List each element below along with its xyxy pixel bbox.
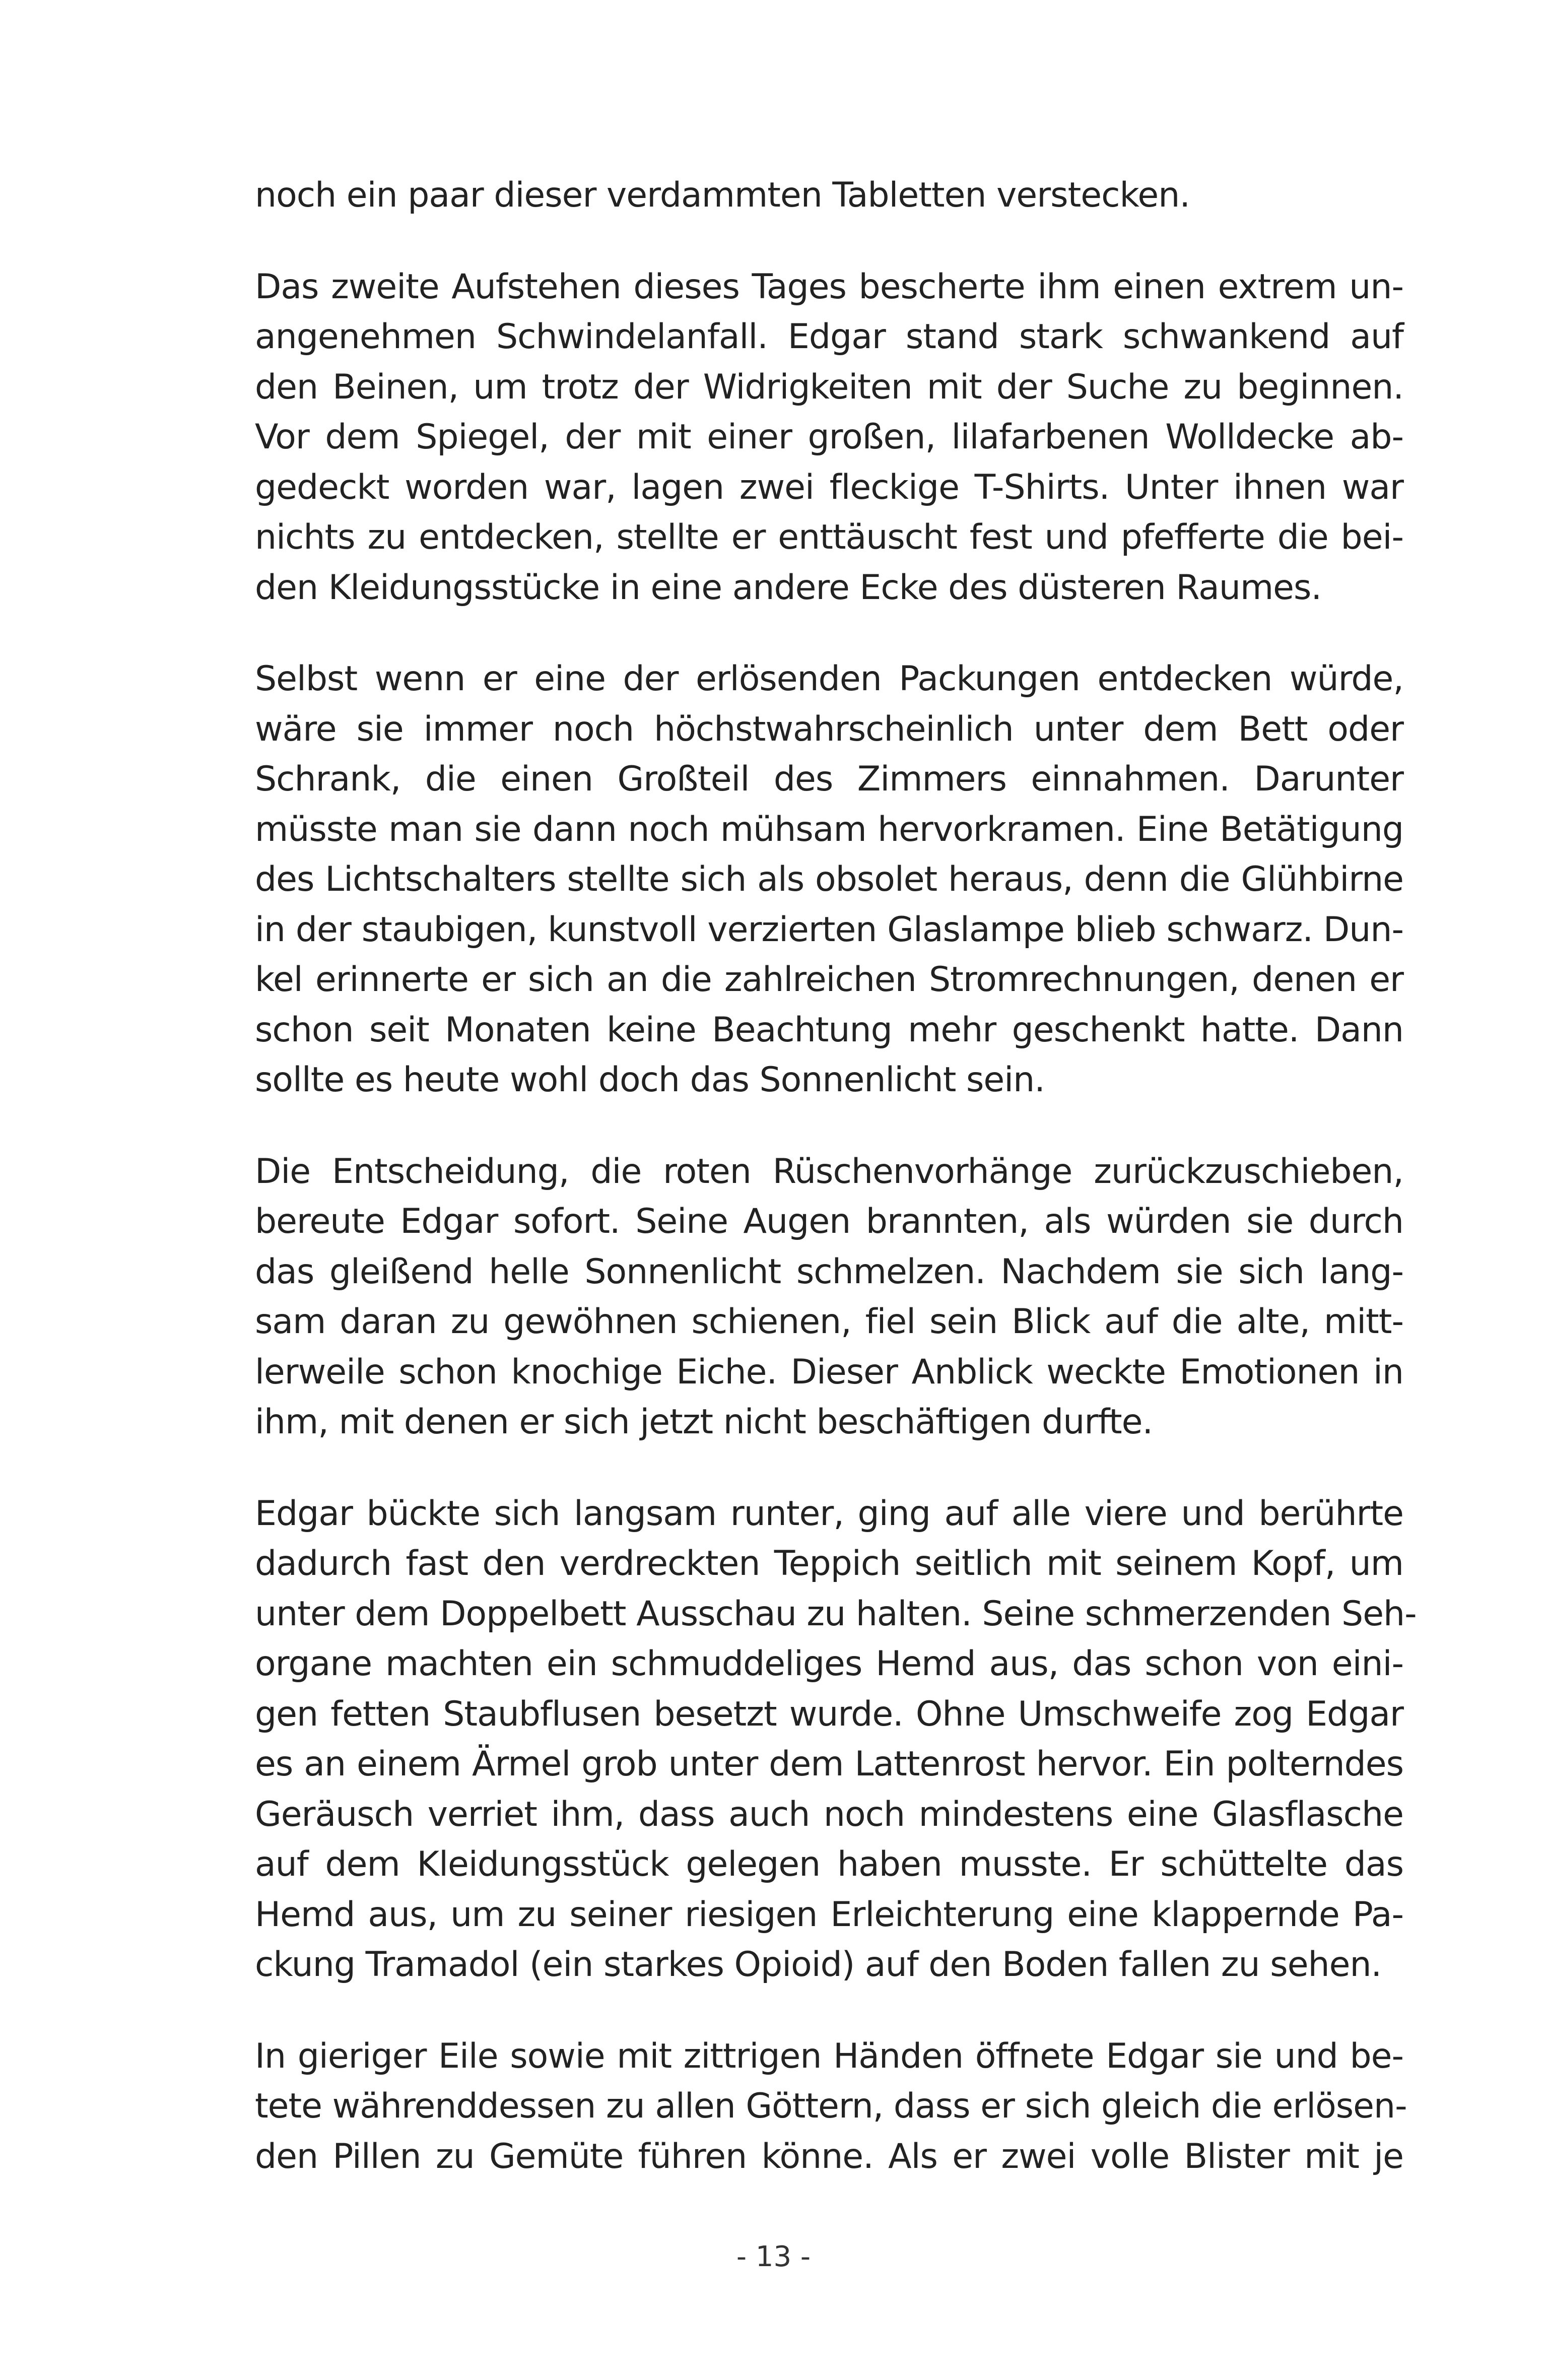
text-line: des Lichtschalters stellte sich als obsolet heraus, denn die Glühbirne	[255, 860, 1403, 899]
text-line: angenehmen Schwindelanfall. Edgar stand stark schwankend auf	[255, 317, 1403, 357]
text-line: Selbst wenn er eine der erlösenden Packungen entdecken würde,	[255, 659, 1403, 699]
text-line: gen fetten Staubflusen besetzt wurde. Ohne Umschweife zog Edgar	[255, 1694, 1403, 1734]
text-line: gedeckt worden war, lagen zwei fleckige T-Shirts. Unter ihnen war	[255, 468, 1403, 507]
text-line: schon seit Monaten keine Beachtung mehr geschenkt hatte. Dann	[255, 1010, 1403, 1050]
text-line: auf dem Kleidungsstück gelegen haben musste. Er schüttelte das	[255, 1844, 1403, 1884]
text-line: den Kleidungsstücke in eine andere Ecke des düsteren Raumes.	[255, 568, 1322, 608]
text-line: Geräusch verriet ihm, dass auch noch mindestens eine Glasflasche	[255, 1795, 1403, 1834]
text-line: Schrank, die einen Großteil des Zimmers einnahmen. Darunter	[255, 759, 1403, 799]
text-line: tete währenddessen zu allen Göttern, dass er sich gleich die erlösen-	[255, 2086, 1407, 2126]
text-line: organe machten ein schmuddeliges Hemd aus, das schon von eini-	[255, 1644, 1403, 1684]
text-line: Das zweite Aufstehen dieses Tages bescherte ihm einen extrem un-	[255, 267, 1403, 307]
text-line: In gieriger Eile sowie mit zittrigen Händen öffnete Edgar sie und be-	[255, 2036, 1403, 2076]
text-line: Hemd aus, um zu seiner riesigen Erleichterung eine klappernde Pa-	[255, 1895, 1403, 1935]
text-line: kel erinnerte er sich an die zahlreichen Stromrechnungen, denen er	[255, 960, 1403, 1000]
text-line: ckung Tramadol (ein starkes Opioid) auf den Boden fallen zu sehen.	[255, 1945, 1382, 1985]
text-line: es an einem Ärmel grob unter dem Lattenrost hervor. Ein polterndes	[255, 1744, 1403, 1784]
text-line: Vor dem Spiegel, der mit einer großen, lilafarbenen Wolldecke ab-	[255, 417, 1403, 457]
text-line: lerweile schon knochige Eiche. Dieser Anblick weckte Emotionen in	[255, 1352, 1403, 1392]
page-number: - 13 -	[736, 2240, 811, 2273]
text-line: sam daran zu gewöhnen schienen, fiel sein Blick auf die alte, mitt-	[255, 1302, 1403, 1342]
text-line: in der staubigen, kunstvoll verzierten Glaslampe blieb schwarz. Dun-	[255, 910, 1403, 950]
text-line: wäre sie immer noch höchstwahrscheinlich unter dem Bett oder	[255, 709, 1403, 749]
text-line: das gleißend helle Sonnenlicht schmelzen. Nachdem sie sich lang-	[255, 1252, 1403, 1292]
text-line: noch ein paar dieser verdammten Tabletten verstecken.	[255, 175, 1190, 215]
text-line: sollte es heute wohl doch das Sonnenlicht sein.	[255, 1060, 1045, 1100]
text-line: unter dem Doppelbett Ausschau zu halten. Seine schmerzenden Seh-	[255, 1594, 1417, 1634]
text-line: dadurch fast den verdreckten Teppich seitlich mit seinem Kopf, um	[255, 1544, 1403, 1583]
text-line: nichts zu entdecken, stellte er enttäuscht fest und pfefferte die bei-	[255, 517, 1403, 557]
text-line: den Pillen zu Gemüte führen könne. Als er zwei volle Blister mit je	[255, 2137, 1403, 2176]
text-line: den Beinen, um trotz der Widrigkeiten mit der Suche zu beginnen.	[255, 367, 1403, 407]
text-line: müsste man sie dann noch mühsam hervorkramen. Eine Betätigung	[255, 810, 1403, 849]
text-line: Edgar bückte sich langsam runter, ging auf alle viere und berührte	[255, 1494, 1403, 1534]
text-line: Die Entscheidung, die roten Rüschenvorhänge zurückzuschieben,	[255, 1152, 1403, 1192]
text-line: bereute Edgar sofort. Seine Augen brannten, als würden sie durch	[255, 1202, 1403, 1241]
text-line: ihm, mit denen er sich jetzt nicht beschäftigen durfte.	[255, 1402, 1153, 1442]
